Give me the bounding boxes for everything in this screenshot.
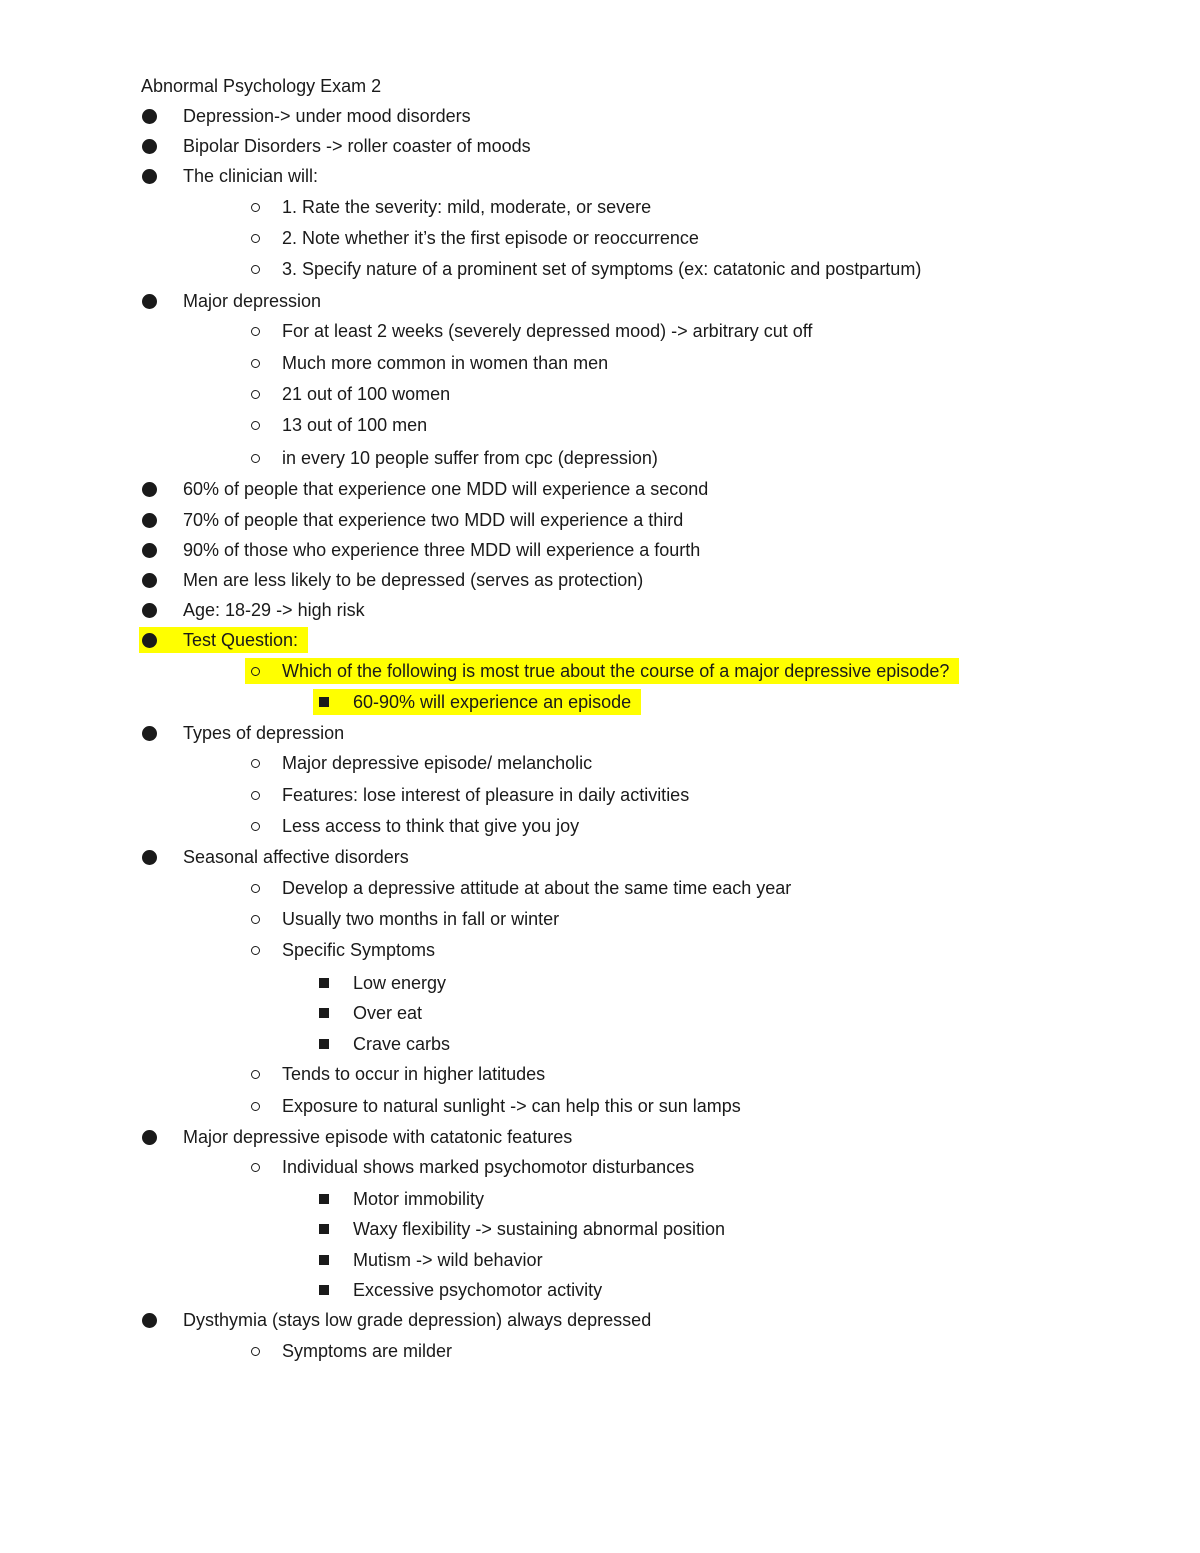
list-item-text: 2. Note whether it’s the first episode or reoccurrence (282, 228, 699, 248)
list-item-text: 3. Specify nature of a prominent set of symptoms (ex: catatonic and postpartum) (282, 259, 922, 279)
list-item-text: in every 10 people suffer from cpc (depression) (282, 448, 658, 468)
list-item-text: Develop a depressive attitude at about the same time each year (282, 878, 792, 898)
bullet-circle-icon (247, 445, 263, 471)
bullet-dot-icon (141, 720, 159, 746)
list-item-text: For at least 2 weeks (severely depressed mood) -> arbitrary cut off (282, 321, 813, 341)
list-item-text: Less access to think that give you joy (282, 816, 580, 836)
list-item-text: Crave carbs (353, 1034, 451, 1054)
bullet-circle-icon (247, 875, 263, 901)
list-item-text: Seasonal affective disorders (183, 847, 409, 867)
list-item-text: Major depression (183, 291, 322, 311)
bullet-dot-icon (141, 163, 159, 189)
bullet-square-icon (315, 1247, 333, 1273)
list-item-text: Much more common in women than men (282, 353, 609, 373)
list-item-text: Tends to occur in higher latitudes (282, 1064, 546, 1084)
list-item-text: Types of depression (183, 723, 345, 743)
bullet-square-icon (315, 1277, 333, 1303)
bullet-dot-icon (141, 476, 159, 502)
list-item-text: Depression-> under mood disorders (183, 106, 471, 126)
bullet-dot-icon (141, 1307, 159, 1333)
list-item-text: 60% of people that experience one MDD will experience a second (183, 479, 709, 499)
bullet-circle-icon (247, 1154, 263, 1180)
list-item-text: 60-90% will experience an episode (353, 692, 632, 712)
list-item-text: 1. Rate the severity: mild, moderate, or severe (282, 197, 652, 217)
bullet-circle-icon (247, 318, 263, 344)
list-item-text: 90% of those who experience three MDD will experience a fourth (183, 540, 701, 560)
bullet-circle-icon (247, 1061, 263, 1087)
list-item-text: Excessive psychomotor activity (353, 1280, 603, 1300)
list-item-text: Men are less likely to be depressed (serves as protection) (183, 570, 644, 590)
list-item-text: Motor immobility (353, 1189, 485, 1209)
bullet-dot-icon (141, 1124, 159, 1150)
bullet-dot-icon (141, 597, 159, 623)
bullet-dot-icon (141, 627, 159, 653)
list-item-text: 21 out of 100 women (282, 384, 451, 404)
list-item-text: Which of the following is most true about the course of a major depressive episode? (282, 661, 950, 681)
bullet-dot-icon (141, 288, 159, 314)
bullet-square-icon (315, 1186, 333, 1212)
list-item-text: Major depressive episode with catatonic features (183, 1127, 573, 1147)
bullet-square-icon (315, 1031, 333, 1057)
list-item-text: Usually two months in fall or winter (282, 909, 560, 929)
bullet-circle-icon (247, 782, 263, 808)
list-item-text: Features: lose interest of pleasure in daily activities (282, 785, 690, 805)
bullet-circle-icon (247, 937, 263, 963)
bullet-dot-icon (141, 844, 159, 870)
list-item-text: Dysthymia (stays low grade depression) always depressed (183, 1310, 652, 1330)
list-item-text: Bipolar Disorders -> roller coaster of moods (183, 136, 531, 156)
bullet-circle-icon (247, 381, 263, 407)
bullet-circle-icon (247, 225, 263, 251)
bullet-circle-icon (247, 1093, 263, 1119)
bullet-dot-icon (141, 507, 159, 533)
bullet-square-icon (315, 1000, 333, 1026)
bullet-circle-icon (247, 412, 263, 438)
list-item-text: Exposure to natural sunlight -> can help this or sun lamps (282, 1096, 741, 1116)
bullet-circle-icon (247, 750, 263, 776)
list-item-text: Specific Symptoms (282, 940, 436, 960)
list-item-text: Individual shows marked psychomotor disturbances (282, 1157, 695, 1177)
bullet-dot-icon (141, 133, 159, 159)
list-item-text: Over eat (353, 1003, 423, 1023)
list-item-text: 13 out of 100 men (282, 415, 428, 435)
document-title: Abnormal Psychology Exam 2 (141, 76, 382, 96)
list-item-text: Age: 18-29 -> high risk (183, 600, 365, 620)
bullet-circle-icon (247, 658, 263, 684)
list-item-text: 70% of people that experience two MDD will experience a third (183, 510, 684, 530)
list-item-text: Low energy (353, 973, 447, 993)
bullet-square-icon (315, 1216, 333, 1242)
list-item-text: Mutism -> wild behavior (353, 1250, 543, 1270)
bullet-circle-icon (247, 194, 263, 220)
list-item-text: Test Question: (183, 630, 299, 650)
bullet-circle-icon (247, 256, 263, 282)
bullet-circle-icon (247, 813, 263, 839)
list-item-text: Major depressive episode/ melancholic (282, 753, 593, 773)
bullet-square-icon (315, 970, 333, 996)
bullet-circle-icon (247, 906, 263, 932)
list-item-text: Symptoms are milder (282, 1341, 453, 1361)
list-item-text: Waxy flexibility -> sustaining abnormal position (353, 1219, 725, 1239)
bullet-dot-icon (141, 567, 159, 593)
bullet-circle-icon (247, 350, 263, 376)
list-item-text: The clinician will: (183, 166, 319, 186)
bullet-dot-icon (141, 103, 159, 129)
bullet-square-icon (315, 689, 333, 715)
bullet-circle-icon (247, 1338, 263, 1364)
bullet-dot-icon (141, 537, 159, 563)
